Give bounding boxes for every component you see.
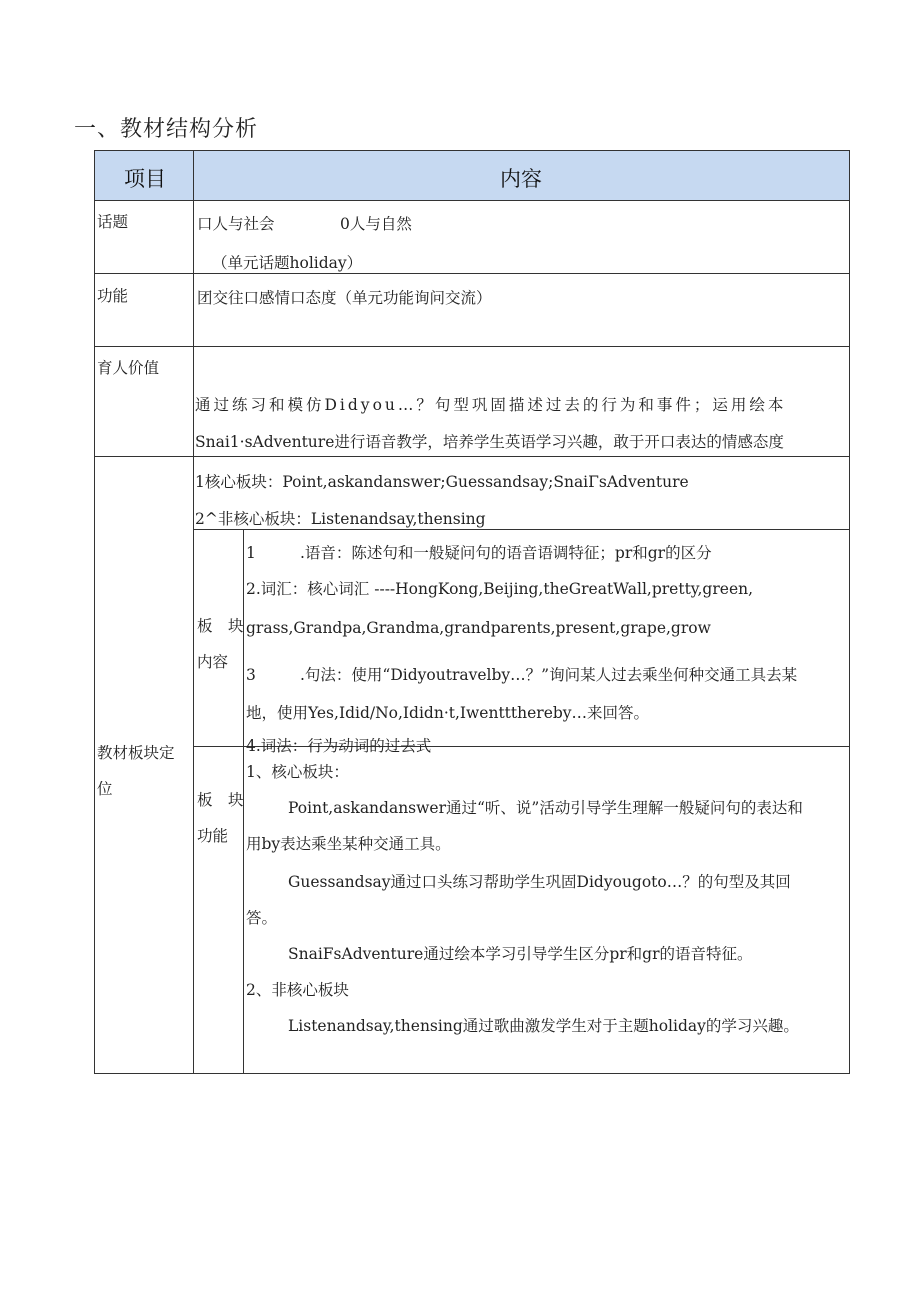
section-title: 一、教材结构分析 bbox=[74, 117, 259, 142]
table-border-top bbox=[94, 150, 850, 151]
function-p1: Point,askandanswer通过“听、说”活动引导学生理解一般疑问句的表达和 bbox=[288, 799, 803, 817]
module-function-label-cont: 功能 bbox=[197, 827, 229, 845]
function-p1-cont: 用by表达乘坐某种交通工具。 bbox=[246, 835, 451, 853]
sub-row-divider bbox=[193, 529, 850, 530]
column-divider bbox=[193, 150, 194, 1074]
topic-option-society: 口人与社会 bbox=[197, 215, 275, 233]
content-item-3-cont: 地，使用Yes,Idid/No,Ididn·t,Iwenttthereby…来回答。 bbox=[246, 704, 650, 722]
module-content-label-cont: 内容 bbox=[197, 653, 229, 671]
value-text-line1: 通过练习和模仿Didyou…？句型巩固描述过去的行为和事件；运用绘本 bbox=[195, 396, 787, 414]
value-label: 育人价值 bbox=[97, 359, 160, 377]
positioning-label-cont: 位 bbox=[97, 780, 113, 798]
positioning-label: 教材板块定 bbox=[97, 744, 175, 762]
function-p2-cont: 答。 bbox=[246, 909, 278, 927]
topic-unit-theme: （单元话题holiday） bbox=[212, 254, 363, 272]
table-border-bottom bbox=[94, 1073, 850, 1074]
core-modules-line: 1核心板块：Point,askandanswer;Guessandsay;SnaiΓsAdventure bbox=[195, 473, 689, 491]
header-content: 内容 bbox=[500, 167, 542, 191]
table-border-right bbox=[849, 150, 850, 1074]
content-item-2-cont: grass,Grandpa,Grandma,grandparents,present,grape,grow bbox=[246, 619, 711, 637]
noncore-modules-line: 2^非核心板块：Listenandsay,thensing bbox=[195, 510, 486, 528]
row-divider bbox=[94, 273, 850, 274]
row-divider bbox=[94, 346, 850, 347]
function-p4: Listenandsay,thensing通过歌曲激发学生对于主题holiday的学习兴趣。 bbox=[288, 1017, 799, 1035]
content-item-3: .句法：使用“Didyoutravelby…？”询问某人过去乘坐何种交通工具去某 bbox=[300, 666, 798, 684]
header-item: 项目 bbox=[124, 167, 166, 191]
content-item-4: 4.词法：行为动词的过去式 bbox=[246, 737, 432, 755]
topic-option-nature: 0人与自然 bbox=[340, 215, 412, 233]
function-p3: SnaiFsAdventure通过绘本学习引导学生区分pr和gr的语音特征。 bbox=[288, 945, 753, 963]
row-divider bbox=[94, 200, 850, 201]
row-divider bbox=[94, 456, 850, 457]
function-p2: Guessandsay通过口头练习帮助学生巩固Didyougoto…？的句型及其回 bbox=[288, 873, 791, 891]
function-text: 团交往口感情口态度（单元功能询问交流） bbox=[197, 289, 492, 307]
module-function-label: 板 块 bbox=[197, 791, 244, 809]
topic-label: 话题 bbox=[97, 213, 129, 231]
content-item-1: .语音：陈述句和一般疑问句的语音语调特征；pr和gr的区分 bbox=[300, 544, 712, 562]
content-item-1-number: 1 bbox=[246, 544, 256, 562]
table-header-row bbox=[95, 151, 849, 200]
content-item-2: 2.词汇：核心词汇 ----HongKong,Beijing,theGreatWall,pretty,green, bbox=[246, 580, 754, 598]
function-noncore-heading: 2、非核心板块 bbox=[246, 981, 349, 999]
module-content-label: 板 块 bbox=[197, 617, 244, 635]
content-item-4-clipped bbox=[246, 736, 846, 755]
function-label: 功能 bbox=[97, 287, 129, 305]
table-border-left bbox=[94, 150, 95, 1074]
content-item-3-number: 3 bbox=[246, 666, 256, 684]
value-text-line2: Snai1·sAdventure进行语音教学，培养学生英语学习兴趣，敢于开口表达的情感态度 bbox=[195, 433, 784, 451]
function-core-heading: 1、核心板块： bbox=[246, 763, 349, 781]
